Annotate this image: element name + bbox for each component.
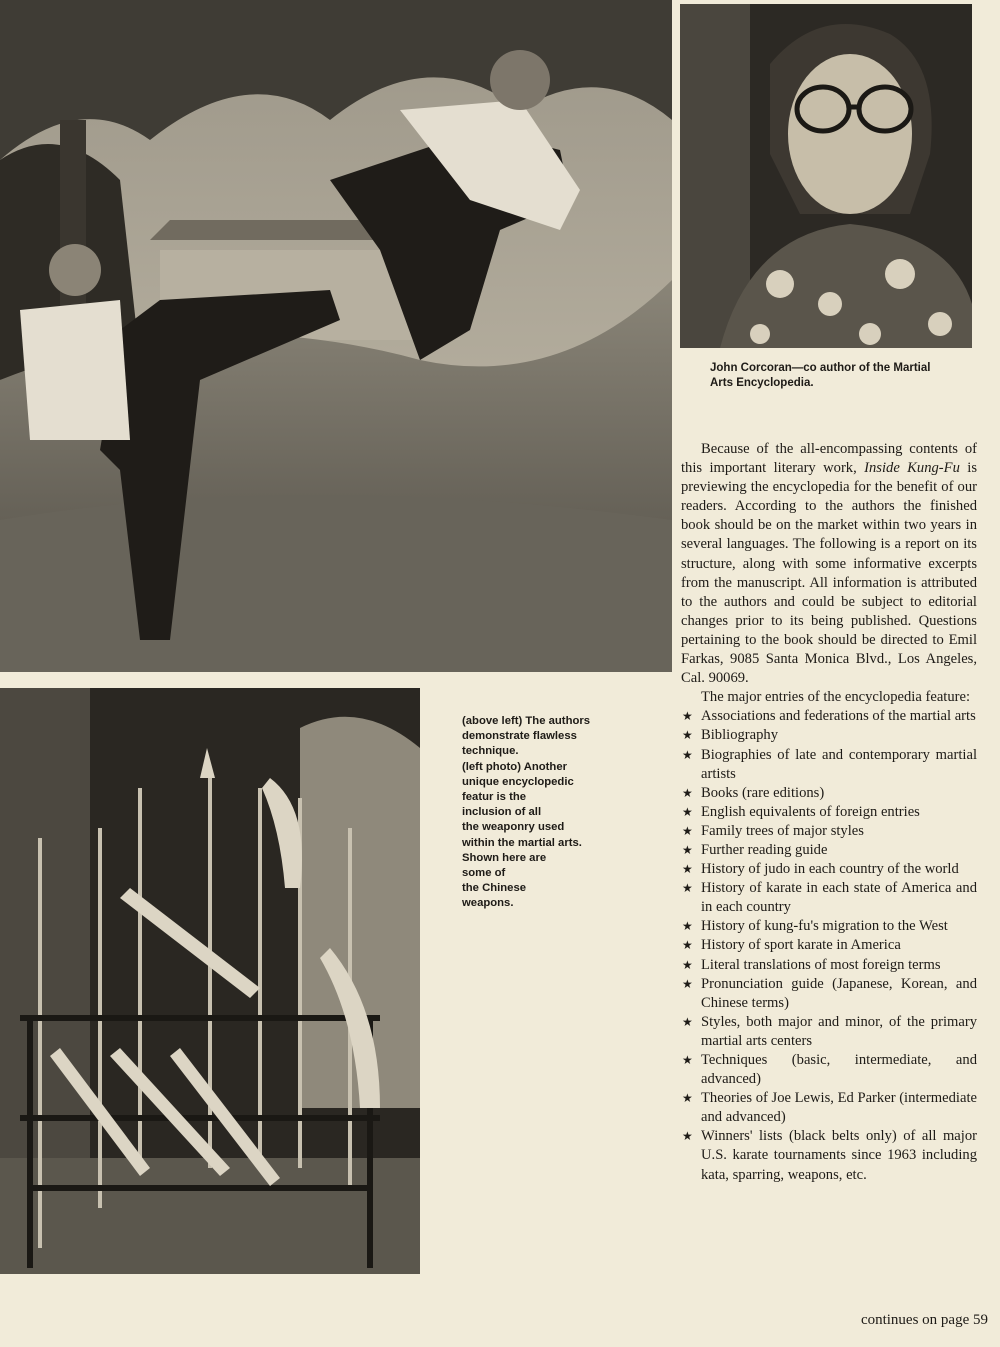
- star-icon: ★: [682, 709, 693, 724]
- entry-text: Theories of Joe Lewis, Ed Parker (intermediate and advanced): [701, 1090, 977, 1126]
- list-item: [681, 879, 977, 917]
- star-icon: ★: [682, 842, 693, 857]
- entry-text: Pronunciation guide (Japanese, Korean, and Chinese terms): [701, 975, 977, 1011]
- entry-text: Biographies of late and contemporary martial artists: [701, 746, 977, 782]
- list-item: [681, 1089, 977, 1127]
- entry-text: Further reading guide: [701, 841, 828, 858]
- entry-text: Literal translations of most foreign terms: [701, 956, 941, 973]
- entry-text: History of karate in each state of America and in each country: [701, 880, 977, 916]
- list-item: [681, 936, 977, 955]
- caption-line: technique.: [462, 745, 519, 758]
- list-item: [681, 707, 977, 726]
- caption-line: the Chinese: [462, 882, 527, 895]
- caption-line: unique encyclopedic: [462, 775, 574, 788]
- list-item: [681, 784, 977, 803]
- weapons-caption: [462, 714, 637, 912]
- star-icon: ★: [682, 1091, 693, 1106]
- list-item: [681, 726, 977, 745]
- star-icon: ★: [682, 804, 693, 819]
- entry-text: Techniques (basic, intermediate, and advanced): [701, 1052, 977, 1088]
- caption-line: weapons.: [462, 897, 514, 910]
- star-icon: ★: [682, 1129, 693, 1144]
- star-icon: ★: [682, 728, 693, 743]
- portrait-caption: John Corcoran—co author of the Martial Arts Encyclopedia.: [710, 362, 931, 389]
- star-icon: ★: [682, 862, 693, 877]
- caption-line: (above left) The authors: [462, 715, 591, 727]
- entry-text: Family trees of major styles: [701, 822, 864, 839]
- caption-line: demonstrate flawless: [462, 730, 577, 743]
- magazine-title: Inside Kung-Fu: [864, 460, 960, 477]
- entry-text: Associations and federations of the martial arts: [701, 708, 976, 725]
- caption-line: some of: [462, 867, 506, 880]
- star-icon: ★: [682, 1014, 693, 1029]
- intro-text-start: Because of the all-encompassing contents of this important literary work,: [681, 441, 977, 477]
- entry-text: Winners' lists (black belts only) of all major U.S. karate tournaments since 1963 including kata, sparring, weapons, etc.: [701, 1128, 977, 1183]
- intro-paragraph: [681, 440, 977, 688]
- entries-list: [681, 707, 977, 1184]
- weapons-photo: [0, 688, 420, 1274]
- caption-line: inclusion of all: [462, 806, 542, 819]
- entry-text: English equivalents of foreign entries: [701, 803, 920, 820]
- entry-text: History of sport karate in America: [701, 937, 901, 954]
- entry-text: Bibliography: [701, 727, 779, 744]
- caption-line: within the martial arts.: [462, 836, 582, 849]
- star-icon: ★: [682, 976, 693, 991]
- caption-line: the weaponry used: [462, 821, 565, 834]
- list-item: [681, 746, 977, 784]
- list-item: [681, 975, 977, 1013]
- star-icon: ★: [682, 785, 693, 800]
- list-item: [681, 841, 977, 860]
- star-icon: ★: [682, 919, 693, 934]
- entry-text: Styles, both major and minor, of the primary martial arts centers: [701, 1013, 977, 1049]
- caption-line: (left photo) Another: [462, 760, 567, 773]
- entry-text: Books (rare editions): [701, 784, 825, 801]
- star-icon: ★: [682, 747, 693, 762]
- star-icon: ★: [682, 881, 693, 896]
- list-item: [681, 1127, 977, 1184]
- entry-text: History of judo in each country of the world: [701, 861, 959, 878]
- star-icon: ★: [682, 823, 693, 838]
- star-icon: ★: [682, 957, 693, 972]
- star-icon: ★: [682, 1053, 693, 1067]
- portrait-photo: [680, 4, 972, 348]
- star-icon: ★: [682, 938, 693, 953]
- list-item: [681, 1013, 977, 1051]
- list-item: [681, 1051, 977, 1089]
- article-column: [681, 440, 977, 1185]
- entries-intro: The major entries of the encyclopedia feature:: [701, 689, 971, 706]
- entry-text: History of kung-fu's migration to the West: [701, 918, 948, 935]
- caption-line: Shown here are: [462, 851, 547, 864]
- list-item: [681, 803, 977, 822]
- kick-photo: [0, 0, 672, 672]
- list-item: [681, 860, 977, 879]
- caption-line: featur is the: [462, 791, 527, 804]
- intro-text-end: is previewing the encyclopedia for the benefit of our readers. According to the authors the finished book should be on the market within two years in several languages. The following is a report on its structure, along with some informative excerpts from the manuscript. All information is attributed to the authors and could be subject to editorial changes prior to its being published. Questions pertaining to the book should be directed to Emil Farkas, 9085 Santa Monica Blvd., Los Angeles, Cal. 90069.: [681, 460, 978, 687]
- list-item: [681, 917, 977, 936]
- continues-note: continues on page 59: [860, 1312, 988, 1328]
- list-item: [681, 822, 977, 841]
- list-item: [681, 956, 977, 975]
